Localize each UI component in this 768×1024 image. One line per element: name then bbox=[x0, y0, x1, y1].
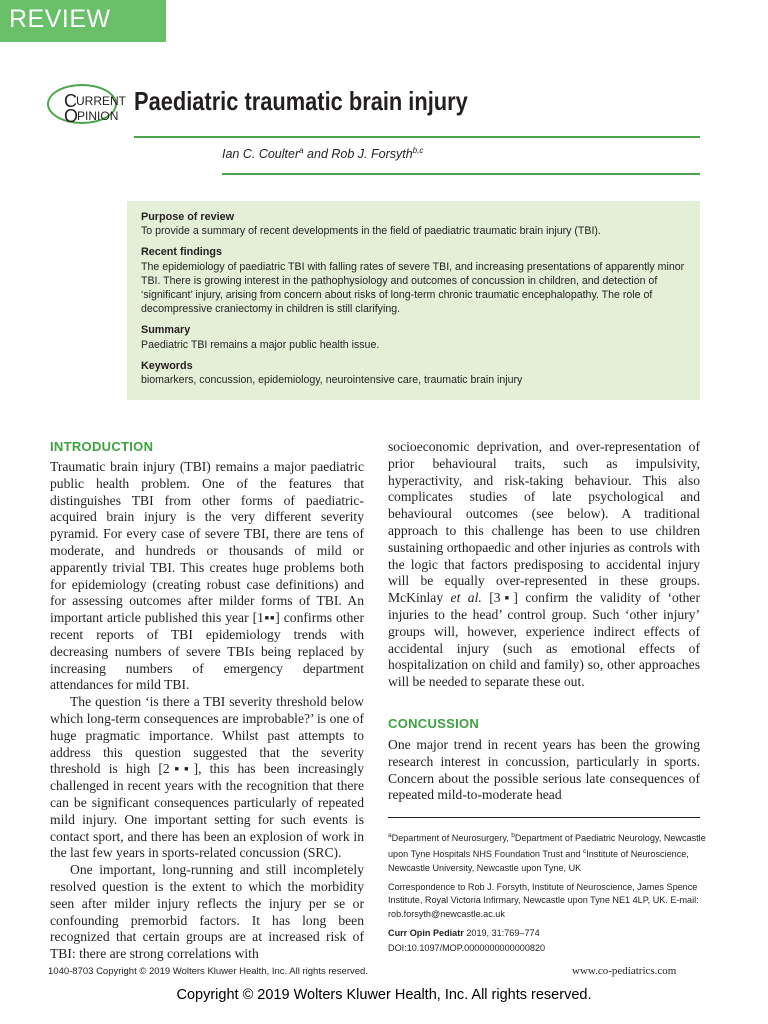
purpose-text: To provide a summary of recent developments in the field of paediatric traumatic brain injury (TBI). bbox=[141, 225, 601, 238]
keywords-text: biomarkers, concussion, epidemiology, neurointensive care, traumatic brain injury bbox=[141, 374, 523, 387]
findings-heading: Recent findings bbox=[141, 246, 222, 259]
authors-rule bbox=[222, 173, 700, 175]
logo-word-pinion: PINION bbox=[77, 109, 119, 123]
article-title: Paediatric traumatic brain injury bbox=[134, 86, 468, 116]
summary-heading: Summary bbox=[141, 324, 191, 337]
journal-citation: Curr Opin Pediatr 2019, 31:769–774 bbox=[388, 927, 540, 938]
doi: DOI:10.1097/MOP.0000000000000820 bbox=[388, 943, 546, 954]
concussion-column bbox=[388, 737, 700, 804]
intro-paragraph-3: One important, long-running and still incompletely resolved question is the extent to which the morbidity seen after milder injury reflects the injury per se or confounding premorbid factors. It has long been recognized that certain groups are at increased risk of TBI: there are strong correlations with bbox=[50, 862, 364, 962]
summary-text: Paediatric TBI remains a major public health issue. bbox=[141, 338, 380, 351]
authors: Ian C. Coulter$^a$ and Rob J. Forsyth$^{b,c}$ bbox=[222, 146, 424, 162]
author-coulter: Ian C. Coulter bbox=[222, 147, 300, 162]
correspondence: Correspondence to Rob J. Forsyth, Institute of Neuroscience, James Spence Institute, Royal Victoria Infirmary, Newcastle upon Tyne NE1 4LP, UK. E-mail: rob.forsyth@newcastle.ac.uk bbox=[388, 881, 699, 919]
affiliation-text: $^a$Department of Neurosurgery, $^b$Department of Paediatric Neurology, Newcastle upon Tyne Hospitals NHS Foundation Trust and $^c$Institute of Neuroscience, Newcastle University, Newcastle upon Tyne, UK bbox=[388, 832, 706, 873]
left-column bbox=[50, 459, 364, 963]
introduction-heading: INTRODUCTION bbox=[50, 439, 154, 454]
purpose-heading: Purpose of review bbox=[141, 211, 235, 223]
logo-initial-c: C bbox=[64, 91, 77, 111]
intro-paragraph-1: Traumatic brain injury (TBI) remains a major paediatric public health problem. One of the features that distinguishes TBI from other forms of paediatric-acquired brain injury is the very different severity pyramid. For every case of severe TBI, there are tens of moderate, and hundreds or thousands of mild or apparently trivial TBI. This creates huge problems both for epidemiology (creating robust case definitions) and for assessing outcomes after milder forms of TBI. An important article published this year [1▪▪] confirms other recent reports of TBI epidemiology trends with decreasing numbers of severe TBIs being replaced by increasing numbers of emergency department attendances for mild TBI. bbox=[50, 459, 364, 693]
keywords-heading: Keywords bbox=[141, 359, 193, 372]
intro-paragraph-4: socioeconomic deprivation, and over-representation of prior behavioural traits, such as impulsivity, hyperactivity, and risk-taking behaviour. This also complicates studies of late psychological and behavioural outcomes (see below). A traditional approach to this challenge has been to use children sustaining orthopaedic and other injuries as controls with the logic that factors predisposing to accidental injury will be equally over-represented in these groups. McKinlay et al. [3▪] confirm the validity of ‘other injuries to the head’ control group. Such ‘other injury’ groups will, however, experience indirect effects of accidental injury (such as emotional effects of hospitalization on child and family) so, other approaches will be needed to separate these out. bbox=[388, 439, 700, 690]
journal-website[interactable]: www.co-pediatrics.com bbox=[572, 965, 677, 977]
current-opinion-logo bbox=[47, 84, 126, 126]
review-tab bbox=[0, 0, 166, 42]
copyright-notice: Copyright © 2019 Wolters Kluwer Health, Inc. All rights reserved. bbox=[176, 987, 592, 1003]
right-column bbox=[388, 439, 700, 691]
findings-text: The epidemiology of paediatric TBI with falling rates of severe TBI, and increasing presentations of apparently minor TBI. There is growing interest in the pathophysiology and outcomes of concussion in children, and detection of ‘significant’ injury, arising from concern about risks of long-term chronic traumatic encephalopathy. The role of decompressive craniectomy in children is still clarifying. bbox=[141, 260, 685, 316]
affiliations bbox=[388, 829, 706, 961]
review-label: REVIEW bbox=[9, 5, 111, 33]
abstract-box bbox=[127, 201, 700, 400]
concussion-paragraph-1: One major trend in recent years has been the growing research interest in concussion, particularly in sports. Concern about the possible serious late consequences of repeated mild-to-moderate head bbox=[388, 737, 700, 803]
concussion-heading: CONCUSSION bbox=[388, 716, 480, 731]
intro-paragraph-2: The question ‘is there a TBI severity threshold below which long-term consequences are improbable?’ is one of huge pragmatic importance. Whilst past attempts to address this question suggested that the severity threshold is high [2▪▪], this has been increasingly challenged in recent years with the recognition that there can be significant consequences particularly of repeated mild injury. One important setting for such events is contact sport, and there has been an explosion of work in the last few years in sports-related concussion (SRC). bbox=[50, 694, 364, 861]
author-forsyth: Rob J. Forsyth bbox=[331, 147, 413, 162]
logo-word-urrent: URRENT bbox=[76, 94, 126, 108]
logo-initial-o: O bbox=[64, 106, 79, 126]
footer-issn-copyright: 1040-8703 Copyright © 2019 Wolters Kluwer Health, Inc. All rights reserved. bbox=[48, 966, 368, 977]
title-rule bbox=[134, 136, 700, 138]
affiliation-rule bbox=[388, 817, 700, 818]
